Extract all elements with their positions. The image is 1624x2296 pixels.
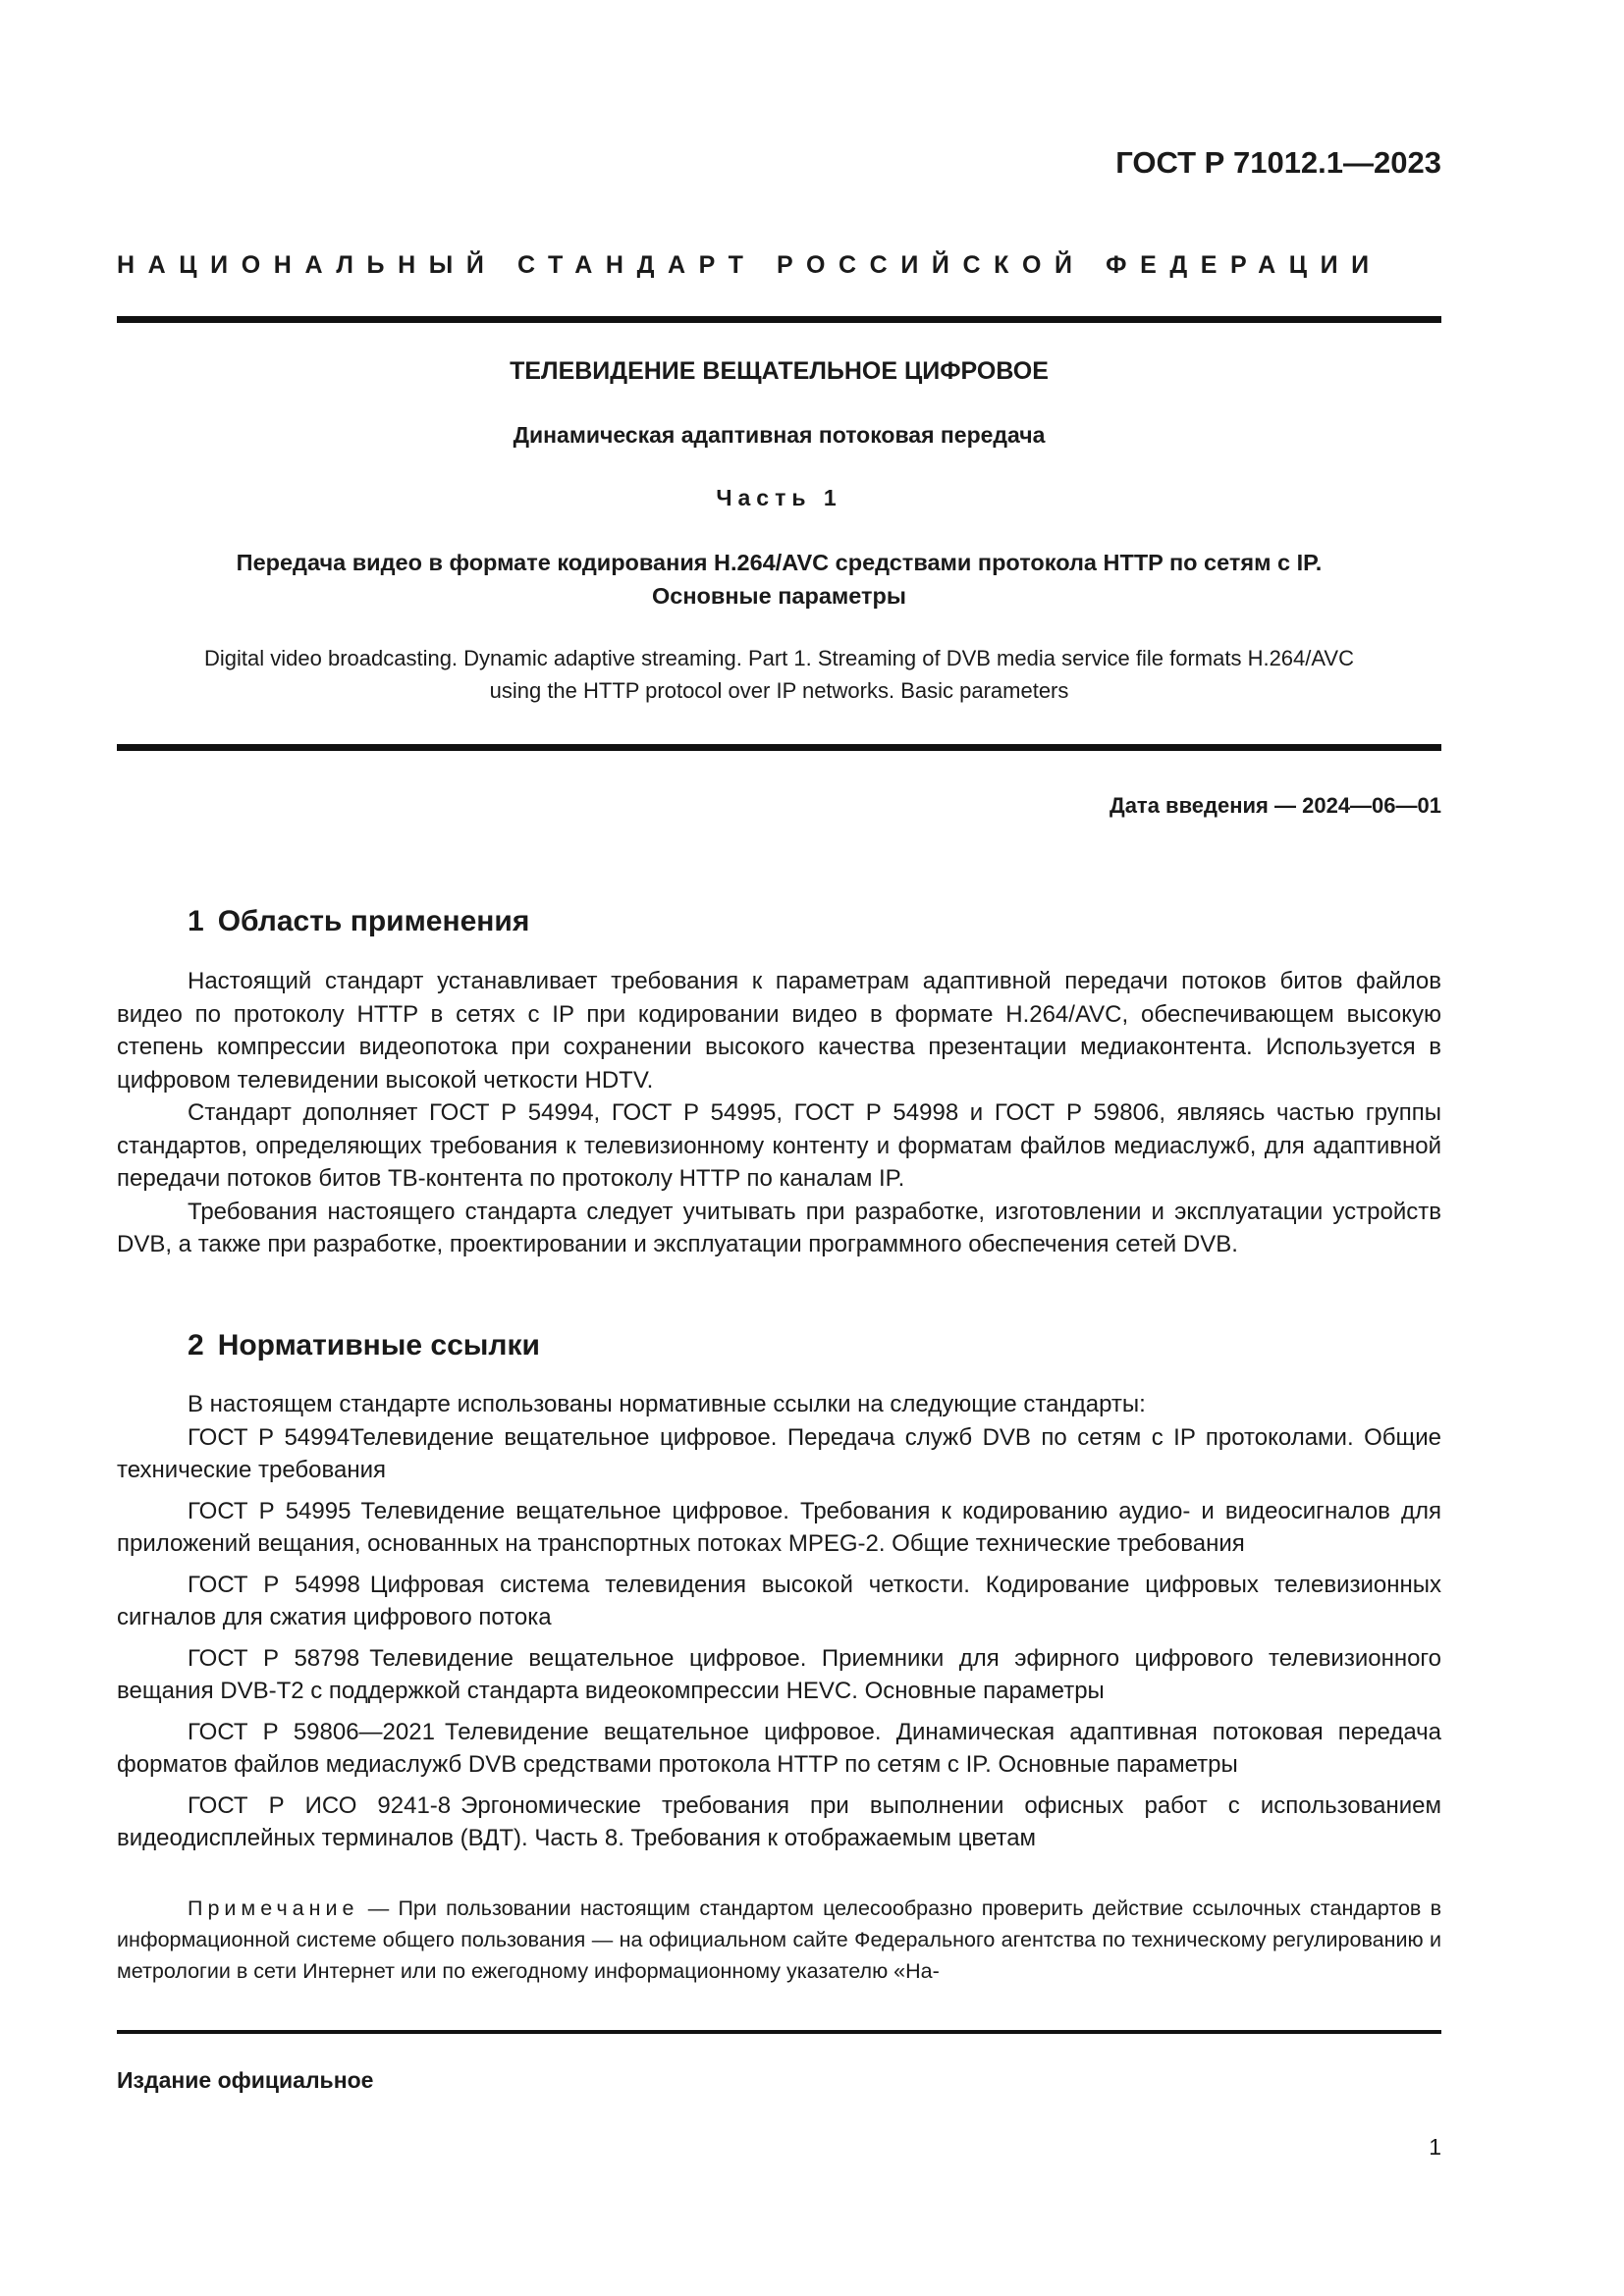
reference-item — [117, 1716, 1441, 1782]
section-2-heading — [188, 1329, 540, 1362]
reference-code: ГОСТ Р 54998 — [188, 1571, 360, 1598]
part-title — [117, 546, 1441, 613]
reference-item — [117, 1495, 1441, 1561]
section-number: 1 — [188, 905, 204, 937]
note-text: — При пользовании настоящим стандартом целесообразно проверить действие ссылочных стандартов в информационной системе общего пользования — на официальном сайте Федерального агентства по техническому регулированию и метрологии в сети Интернет или по ежегодному информационному указателю «На- — [117, 1896, 1441, 1983]
top-rule — [117, 316, 1441, 323]
reference-text: Телевидение вещательное цифровое. Передача служб DVB по сетям с IP протоколами. Общие технические требования — [117, 1423, 1442, 1483]
reference-text: Телевидение вещательное цифровое. Требования к кодированию аудио- и видеосигналов для приложений вещания, основанных на транспортных потоках MPEG-2. Общие технические требования — [117, 1497, 1442, 1557]
reference-code: ГОСТ Р 54994 — [188, 1423, 351, 1451]
note — [117, 1893, 1441, 1987]
english-title-line-2: using the HTTP protocol over IP networks. Basic parameters — [489, 678, 1069, 703]
document-subtitle: Динамическая адаптивная потоковая передача — [513, 422, 1046, 448]
gost-number: ГОСТ Р 71012.1—2023 — [1115, 145, 1441, 180]
national-standard-caption: НАЦИОНАЛЬНЫЙ СТАНДАРТ РОССИЙСКОЙ ФЕДЕРАЦИИ — [117, 251, 1382, 279]
part-label: Часть 1 — [716, 485, 842, 510]
english-title — [117, 642, 1441, 707]
reference-item — [117, 1569, 1441, 1634]
paragraph: Настоящий стандарт устанавливает требования к параметрам адаптивной передачи потоков битов файлов видео по протоколу HTTP в сетях с IP при кодировании видео в формате H.264/AVC, обеспечивающем высокую степень компрессии видеопотока при сохранении высокого качества презентации медиаконтента. Используется в цифровом телевидении высокой четкости HDTV. — [117, 968, 1441, 1094]
section-number: 2 — [188, 1329, 204, 1362]
reference-code: ГОСТ Р 58798 — [188, 1644, 360, 1672]
section-1-body — [117, 965, 1441, 1261]
paragraph: Стандарт дополняет ГОСТ Р 54994, ГОСТ Р 54995, ГОСТ Р 54998 и ГОСТ Р 59806, являясь частью группы стандартов, определяющих требования к телевизионному контенту и форматам файлов медиаслужб, для адаптивной передачи потоков битов ТВ-контента по протоколу HTTP по каналам IP. — [117, 1099, 1441, 1192]
page-number: 1 — [1429, 2134, 1441, 2160]
reference-code: ГОСТ Р ИСО 9241-8 — [188, 1791, 452, 1819]
reference-item — [117, 1421, 1441, 1487]
part-title-line-2: Основные параметры — [652, 583, 906, 609]
paragraph: Требования настоящего стандарта следует учитывать при разработке, изготовлении и эксплуатации устройств DVB, а также при разработке, проектировании и эксплуатации программного обеспечения сетей DVB. — [117, 1198, 1441, 1257]
section-2-body — [117, 1388, 1441, 1855]
section-title: Нормативные ссылки — [217, 1329, 540, 1362]
section-title: Область применения — [217, 905, 530, 937]
section-1-heading — [188, 905, 529, 938]
reference-text: Эргономические требования при выполнении офисных работ с использованием видеодисплейных терминалов (ВДТ). Часть 8. Требования к отображаемым цветам — [117, 1791, 1441, 1851]
note-paragraph — [117, 1893, 1441, 1987]
references-intro: В настоящем стандарте использованы нормативные ссылки на следующие стандарты: — [188, 1391, 1146, 1417]
part-title-line-1: Передача видео в формате кодирования H.264/AVC средствами протокола HTTP по сетям с IP. — [236, 550, 1323, 575]
english-title-line-1: Digital video broadcasting. Dynamic adaptive streaming. Part 1. Streaming of DVB media service file formats H.264/AVC — [204, 646, 1354, 670]
reference-item — [117, 1642, 1441, 1708]
reference-item — [117, 1789, 1441, 1855]
note-label: Примечание — [188, 1896, 359, 1920]
reference-text: Телевидение вещательное цифровое. Приемники для эфирного цифрового телевизионного вещания DVB-T2 с поддержкой стандарта видеокомпрессии HEVC. Основные параметры — [117, 1644, 1442, 1704]
edition-label: Издание официальное — [117, 2067, 374, 2093]
reference-text: Цифровая система телевидения высокой четкости. Кодирование цифровых телевизионных сигналов для сжатия цифрового потока — [117, 1571, 1442, 1630]
reference-text: Телевидение вещательное цифровое. Динамическая адаптивная потоковая передача форматов файлов медиаслужб DVB средствами протокола HTTP по сетям с IP. Основные параметры — [117, 1718, 1441, 1778]
reference-code: ГОСТ Р 54995 — [188, 1497, 352, 1524]
footer-rule — [117, 2030, 1441, 2034]
title-bottom-rule — [117, 744, 1441, 751]
introduction-date: Дата введения — 2024—06—01 — [1110, 793, 1441, 818]
reference-code: ГОСТ Р 59806—2021 — [188, 1718, 435, 1745]
document-title: ТЕЛЕВИДЕНИЕ ВЕЩАТЕЛЬНОЕ ЦИФРОВОЕ — [510, 357, 1049, 385]
